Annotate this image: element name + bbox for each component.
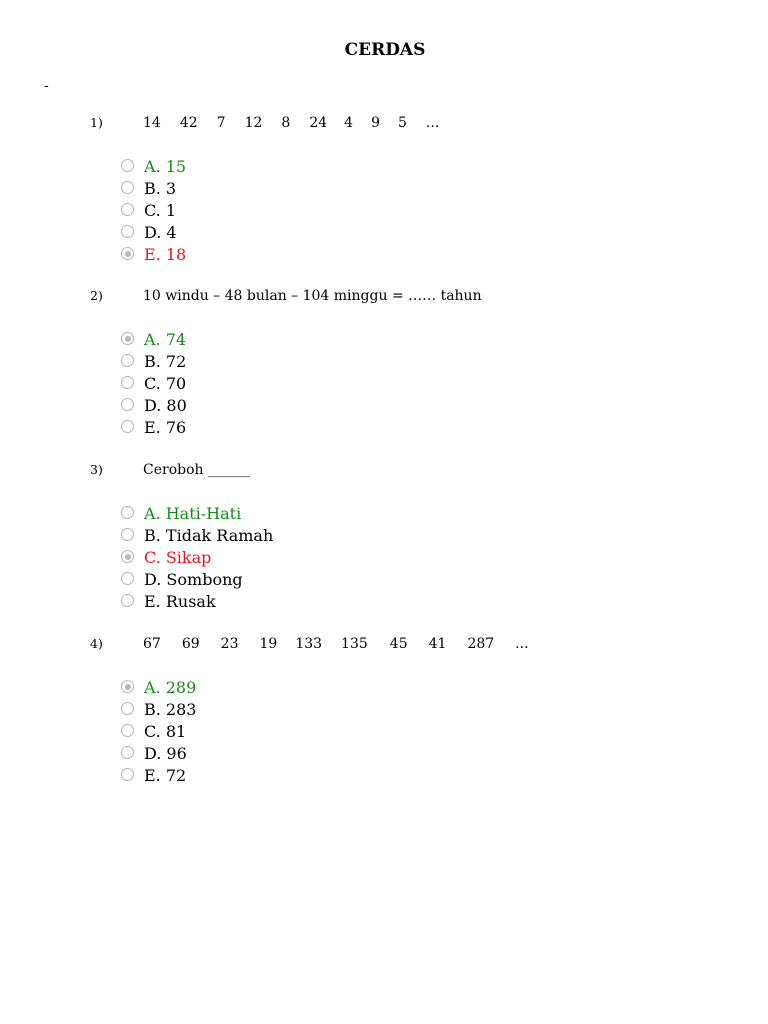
answer-option-label: D. 80 (144, 396, 187, 415)
answer-option-label: C. 81 (144, 722, 187, 741)
radio-button[interactable] (121, 594, 134, 607)
sequence-number: 4 (344, 115, 354, 131)
radio-button[interactable] (121, 332, 134, 345)
sequence-number: 24 (309, 115, 328, 131)
answer-option-label: C. 70 (144, 374, 187, 393)
sequence-number: 7 (216, 115, 226, 131)
radio-button[interactable] (121, 724, 134, 737)
answer-option-label: D. 4 (144, 223, 177, 242)
sequence-number: ... (515, 636, 529, 652)
question-number: 1) (90, 115, 103, 130)
answer-option-label: B. 3 (144, 179, 177, 198)
question-sequence (143, 636, 529, 652)
sequence-number: 69 (181, 636, 200, 652)
sequence-number: 45 (389, 636, 408, 652)
sequence-number: 41 (428, 636, 447, 652)
radio-button[interactable] (121, 680, 134, 693)
sequence-number: 14 (143, 115, 161, 131)
sequence-number: 135 (341, 636, 368, 652)
sequence-number: ... (425, 115, 440, 131)
radio-button[interactable] (121, 572, 134, 585)
answer-option-label: E. 72 (144, 766, 187, 785)
answer-option-label: A. 74 (144, 330, 187, 349)
answer-option-label: E. 76 (144, 418, 187, 437)
page-title: CERDAS (344, 40, 426, 60)
radio-button[interactable] (121, 702, 134, 715)
radio-button[interactable] (121, 528, 134, 541)
radio-button[interactable] (121, 420, 134, 433)
answer-option-label: E. Rusak (144, 592, 216, 611)
answer-option-label: B. Tidak Ramah (144, 526, 274, 545)
sequence-number: 287 (467, 636, 495, 652)
radio-button[interactable] (121, 768, 134, 781)
sequence-number: 5 (398, 115, 407, 131)
sequence-number: 42 (179, 115, 198, 131)
question-number: 4) (90, 636, 103, 651)
sequence-number: 12 (244, 115, 263, 131)
answer-option-label: B. 283 (144, 700, 197, 719)
radio-button[interactable] (121, 181, 134, 194)
answer-option-label: A. 289 (144, 678, 197, 697)
sequence-number: 133 (295, 636, 323, 652)
answer-option-label: B. 72 (144, 352, 187, 371)
dash-marker: - (44, 78, 49, 94)
answer-option-label: C. 1 (144, 201, 177, 220)
sequence-number: 19 (259, 636, 278, 652)
sequence-number: 23 (220, 636, 239, 652)
radio-button[interactable] (121, 354, 134, 367)
answer-option-label: D. Sombong (144, 570, 243, 589)
radio-button[interactable] (121, 398, 134, 411)
question-number: 3) (90, 462, 103, 477)
answer-option-label: C. Sikap (144, 548, 212, 567)
question-sequence (143, 115, 439, 131)
radio-button[interactable] (121, 746, 134, 759)
radio-button[interactable] (121, 376, 134, 389)
answer-option-label: A. Hati-Hati (144, 504, 242, 523)
question-number: 2) (90, 288, 103, 303)
sequence-number: 8 (281, 115, 291, 131)
radio-button[interactable] (121, 550, 134, 563)
answer-option-label: E. 18 (144, 245, 187, 264)
sequence-number: 67 (143, 636, 161, 652)
sequence-number: 9 (371, 115, 380, 131)
radio-button[interactable] (121, 159, 134, 172)
radio-button[interactable] (121, 247, 134, 260)
radio-button[interactable] (121, 203, 134, 216)
radio-button[interactable] (121, 225, 134, 238)
answer-option-label: A. 15 (144, 157, 187, 176)
answer-option-label: D. 96 (144, 744, 187, 763)
radio-button[interactable] (121, 506, 134, 519)
question-text: 10 windu – 48 bulan – 104 minggu = …… tahun (143, 288, 482, 304)
question-text: Ceroboh ______ (143, 462, 250, 478)
